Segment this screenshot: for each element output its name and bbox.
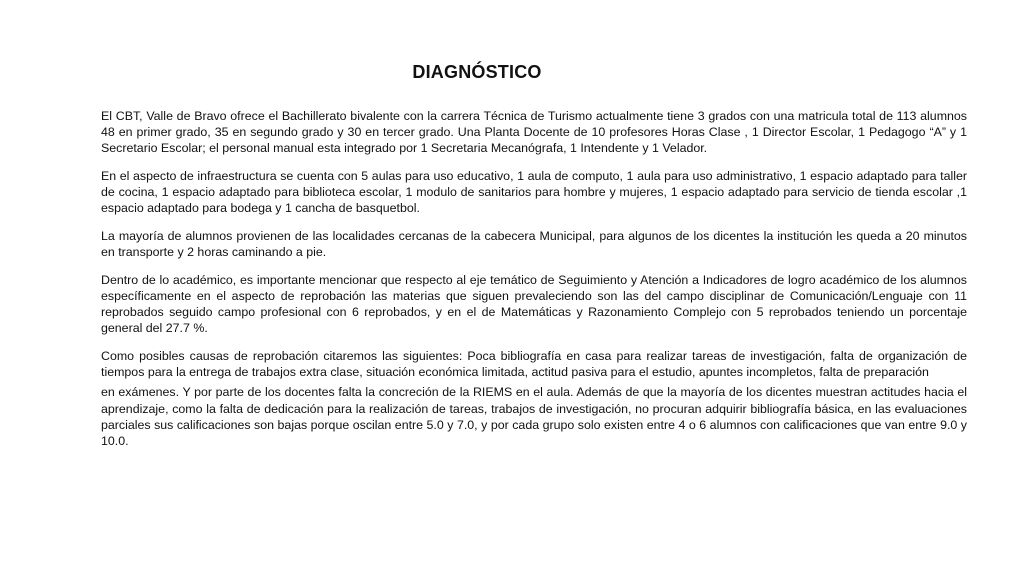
paragraph-academic: Dentro de lo académico, es importante mencionar que respecto al eje temático de Seguimiento y Atención a Indicadores de logro académico de los alumnos específicamente en el aspecto de reprobación las materias que siguen prevaleciendo son las del campo disciplinar de Comunicación/Lenguaje con 11 reprobados seguido campo profesional con 6 reprobados, y en el de Matemáticas y Razonamiento Complejo con 5 reprobados teniendo un porcentaje general del 27.7 %. — [101, 272, 967, 336]
slide-title: DIAGNÓSTICO — [412, 62, 542, 82]
paragraph-causes-continued: en exámenes. Y por parte de los docentes falta la concreción de la RIEMS en el aula. Además de que la mayoría de los dicentes muestran actitudes hacia el aprendizaje, como la falta de dedicación para la realización de tareas, trabajos de investigación, no procuran adquirir bibliografía básica, en las evaluaciones parciales sus calificaciones son bajas porque oscilan entre 5.0 y 7.0, y por cada grupo solo existen entre 4 o 6 alumnos con calificaciones que van entre 9.0 y 10.0. — [101, 385, 967, 449]
paragraph-infrastructure: En el aspecto de infraestructura se cuenta con 5 aulas para uso educativo, 1 aula de computo, 1 aula para uso administrativo, 1 espacio adaptado para taller de cocina, 1 espacio adaptado para biblioteca escolar, 1 modulo de sanitarios para hombre y mujeres, 1 espacio adaptado para servicio de tienda escolar ,1 espacio adaptado para bodega y 1 cancha de basquetbol. — [101, 169, 967, 216]
paragraph-locations: La mayoría de alumnos provienen de las localidades cercanas de la cabecera Municipal, para algunos de los dicentes la institución les queda a 20 minutos en transporte y 2 horas caminando a pie. — [101, 229, 967, 260]
paragraph-enrollment: El CBT, Valle de Bravo ofrece el Bachillerato bivalente con la carrera Técnica de Turismo actualmente tiene 3 grados con una matricula total de 113 alumnos 48 en primer grado, 35 en segundo grado y 30 en tercer grado. Una Planta Docente de 10 profesores Horas Clase , 1 Director Escolar, 1 Pedagogo “A” y 1 Secretario Escolar; el personal manual esta integrado por 1 Secretaria Mecanógrafa, 1 Intendente y 1 Velador. — [101, 109, 967, 156]
slide-body — [101, 108, 967, 461]
paragraph-causes: Como posibles causas de reprobación citaremos las siguientes: Poca bibliografía en casa para realizar tareas de investigación, falta de organización de tiempos para la entrega de trabajos extra clase, situación económica limitada, actitud pasiva para el estudio, apuntes incompletos, falta de preparación — [101, 349, 967, 380]
